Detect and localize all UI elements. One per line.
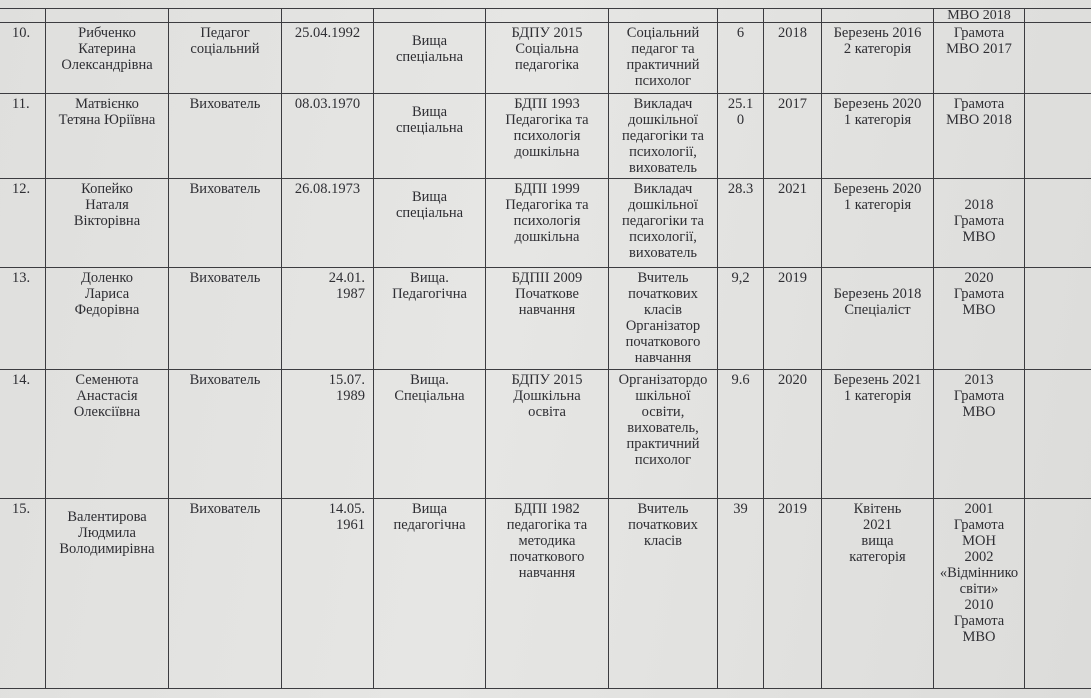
position: Педагог соціальний bbox=[169, 23, 282, 94]
qualification: Вчитель початкових класів Організатор початкового навчання bbox=[609, 268, 718, 370]
position: Вихователь bbox=[169, 94, 282, 179]
institution: БДПІІ 2009 Початкове навчання bbox=[486, 268, 609, 370]
empty-cell bbox=[1025, 23, 1091, 94]
position: Вихователь bbox=[169, 499, 282, 689]
row-number: 15. bbox=[0, 499, 46, 689]
experience: 25.1 0 bbox=[718, 94, 764, 179]
table-row bbox=[0, 370, 1091, 499]
education: Вища спеціальна bbox=[374, 94, 486, 179]
experience: 28.3 bbox=[718, 179, 764, 268]
qualification: Організатордо шкільної освіти, вихователь, практичний психолог bbox=[609, 370, 718, 499]
experience: 9,2 bbox=[718, 268, 764, 370]
birth-date: 15.07. 1989 bbox=[282, 370, 374, 499]
qualification: Викладач дошкільної педагогіки та психології, вихователь bbox=[609, 94, 718, 179]
table-row bbox=[0, 9, 1091, 23]
row-number: 12. bbox=[0, 179, 46, 268]
table-row bbox=[0, 23, 1091, 94]
awards: Грамота МВО 2018 bbox=[934, 94, 1025, 179]
awards: Грамота МВО 2017 bbox=[934, 23, 1025, 94]
experience: 9.6 bbox=[718, 370, 764, 499]
full-name: Копейко Наталя Вікторівна bbox=[46, 179, 169, 268]
institution: БДПУ 2015 Дошкільна освіта bbox=[486, 370, 609, 499]
education: Вища. Спеціальна bbox=[374, 370, 486, 499]
institution: БДПІ 1982 педагогіка та методика початкового навчання bbox=[486, 499, 609, 689]
empty-cell bbox=[1025, 94, 1091, 179]
table-row bbox=[0, 268, 1091, 370]
education: Вища спеціальна bbox=[374, 23, 486, 94]
birth-date: 25.04.1992 bbox=[282, 23, 374, 94]
attestation: Березень 2021 1 категорія bbox=[822, 370, 934, 499]
attestation: Березень 2018 Спеціаліст bbox=[822, 268, 934, 370]
education: Вища педагогічна bbox=[374, 499, 486, 689]
table-row bbox=[0, 94, 1091, 179]
year: 2018 bbox=[764, 23, 822, 94]
year: 2020 bbox=[764, 370, 822, 499]
year: 2017 bbox=[764, 94, 822, 179]
birth-date: 24.01. 1987 bbox=[282, 268, 374, 370]
birth-date: 08.03.1970 bbox=[282, 94, 374, 179]
education: Вища спеціальна bbox=[374, 179, 486, 268]
full-name: Матвієнко Тетяна Юріївна bbox=[46, 94, 169, 179]
awards: 2013 Грамота МВО bbox=[934, 370, 1025, 499]
education: Вища. Педагогічна bbox=[374, 268, 486, 370]
position: Вихователь bbox=[169, 370, 282, 499]
year: 2019 bbox=[764, 499, 822, 689]
awards-cell: МВО 2018 bbox=[934, 9, 1025, 23]
attestation: Березень 2020 1 категорія bbox=[822, 179, 934, 268]
birth-date: 14.05. 1961 bbox=[282, 499, 374, 689]
row-number: 14. bbox=[0, 370, 46, 499]
awards: 2018 Грамота МВО bbox=[934, 179, 1025, 268]
institution: БДПІ 1993 Педагогіка та психологія дошкільна bbox=[486, 94, 609, 179]
staff-table bbox=[0, 8, 1091, 689]
qualification: Вчитель початкових класів bbox=[609, 499, 718, 689]
row-number: 11. bbox=[0, 94, 46, 179]
year: 2019 bbox=[764, 268, 822, 370]
full-name: Семенюта Анастасія Олексіївна bbox=[46, 370, 169, 499]
institution: БДПУ 2015 Соціальна педагогіка bbox=[486, 23, 609, 94]
table-row bbox=[0, 499, 1091, 689]
experience: 6 bbox=[718, 23, 764, 94]
full-name: Валентирова Людмила Володимирівна bbox=[46, 499, 169, 689]
attestation: Квітень 2021 вища категорія bbox=[822, 499, 934, 689]
full-name: Доленко Лариса Федорівна bbox=[46, 268, 169, 370]
row-number: 13. bbox=[0, 268, 46, 370]
year: 2021 bbox=[764, 179, 822, 268]
awards: 2020 Грамота МВО bbox=[934, 268, 1025, 370]
empty-cell bbox=[1025, 499, 1091, 689]
empty-cell bbox=[1025, 370, 1091, 499]
attestation: Березень 2016 2 категорія bbox=[822, 23, 934, 94]
position: Вихователь bbox=[169, 179, 282, 268]
full-name: Рибченко Катерина Олександрівна bbox=[46, 23, 169, 94]
awards: 2001 Грамота МОН 2002 «Відміннико світи» 2010 Грамота МВО bbox=[934, 499, 1025, 689]
institution: БДПІ 1999 Педагогіка та психологія дошкільна bbox=[486, 179, 609, 268]
table-row bbox=[0, 179, 1091, 268]
qualification: Викладач дошкільної педагогіки та психології, вихователь bbox=[609, 179, 718, 268]
row-number: 10. bbox=[0, 23, 46, 94]
experience: 39 bbox=[718, 499, 764, 689]
birth-date: 26.08.1973 bbox=[282, 179, 374, 268]
qualification: Соціальний педагог та практичний психолог bbox=[609, 23, 718, 94]
empty-cell bbox=[1025, 268, 1091, 370]
empty-cell bbox=[1025, 179, 1091, 268]
position: Вихователь bbox=[169, 268, 282, 370]
attestation: Березень 2020 1 категорія bbox=[822, 94, 934, 179]
